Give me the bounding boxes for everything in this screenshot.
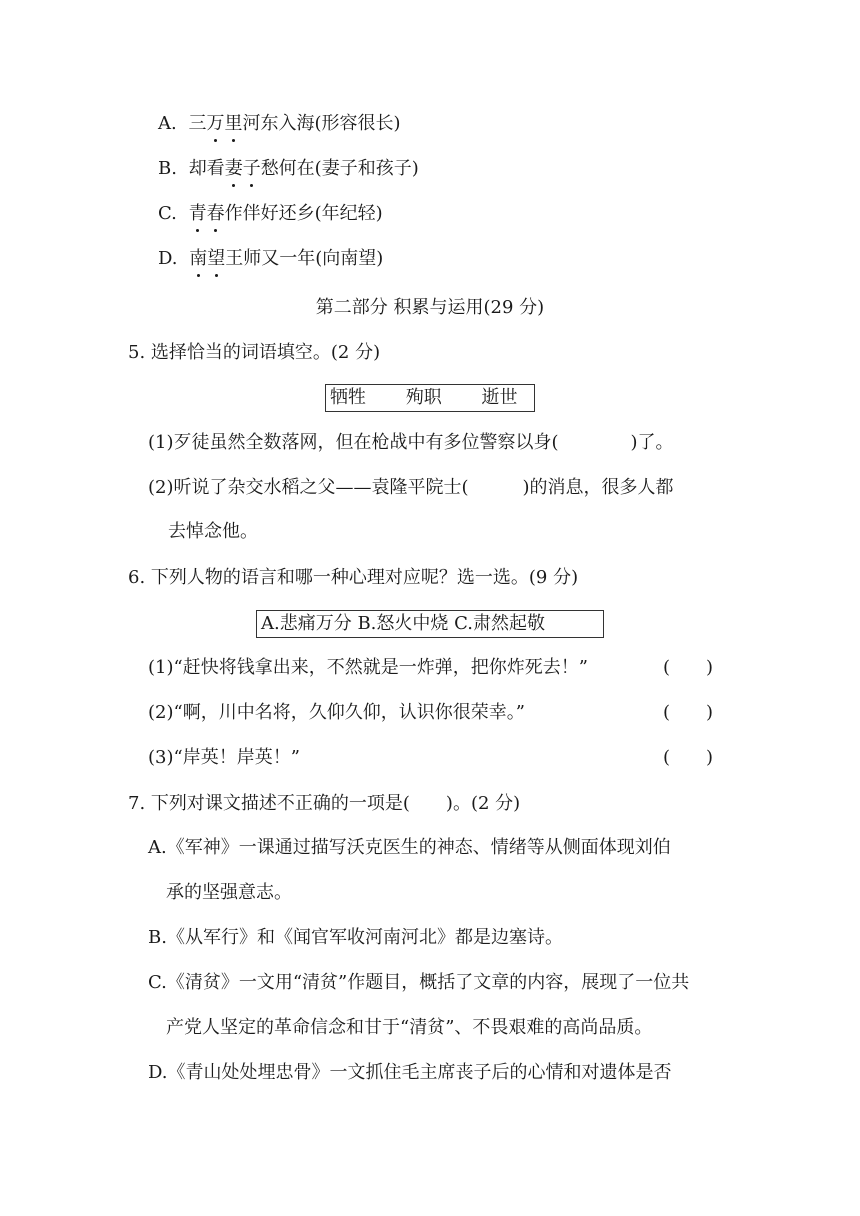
answer-blank[interactable]: ( ) [663,657,714,678]
dotted-char: 子 [242,158,261,179]
option-text: 作伴好还乡(年纪轻) [224,203,383,224]
dotted-char: 妻 [224,158,243,179]
dotted-char: 里 [224,113,243,134]
answer-blank[interactable]: ( ) [663,702,714,723]
question-7-option-d[interactable]: D.《青山处处埋忠骨》一文抓住毛主席丧子后的心情和对遗体是否 [148,1062,672,1083]
question-6-item-2: (2)“啊，川中名将，久仰久仰，认识你很荣幸。” [148,702,525,723]
question-6-item-3: (3)“岸英！岸英！” [148,747,300,768]
question-7-option-c-cont: 产党人坚定的革命信念和甘于“清贫”、不畏艰难的高尚品质。 [166,1017,653,1038]
question-7-option-c[interactable]: C.《清贫》一文用“清贫”作题目，概括了文章的内容，展现了一位共 [148,972,690,993]
dotted-char: 春 [206,203,225,224]
question-7-stem: 7. 下列对课文描述不正确的一项是( )。(2 分) [128,793,521,814]
question-6-item-1: (1)“赶快将钱拿出来，不然就是一炸弹，把你炸死去！” [148,657,588,678]
question-7-option-a-cont: 承的坚强意志。 [166,882,292,903]
question-7-option-a[interactable]: A.《军神》一课通过描写沃克医生的神态、情绪等从侧面体现刘伯 [148,837,671,858]
question-5-stem: 5. 选择恰当的词语填空。(2 分) [128,342,381,363]
question-5-item-2: (2)听说了杂交水稻之父——袁隆平院士( )的消息，很多人都 [148,477,674,498]
option-d[interactable] [158,247,383,271]
choice-bank: A.悲痛万分 B.怒火中烧 C.肃然起敬 [256,610,604,638]
option-label: B. [158,158,177,179]
word-bank [325,384,535,412]
option-text: 河东入海(形容很长) [242,113,401,134]
word-bank-item: 牺牲 [330,387,366,408]
section-title: 第二部分 积累与运用(29 分) [315,297,545,318]
dotted-char: 青 [188,203,207,224]
option-label: A. [158,113,177,134]
option-label: C. [158,203,177,224]
question-7-option-b[interactable]: B.《从军行》和《闻官军收河南河北》都是边塞诗。 [148,927,563,948]
question-5-item-2-cont: 去悼念他。 [168,521,258,542]
word-bank-item: 殉职 [405,387,442,408]
dotted-char: 万 [206,113,225,134]
option-a[interactable] [158,112,401,136]
question-5-item-1: (1)歹徒虽然全数落网，但在枪战中有多位警察以身( )了。 [148,432,674,453]
option-text: 却看 [188,158,225,179]
option-b[interactable] [158,157,419,181]
option-text: 三 [188,113,207,134]
option-c[interactable] [158,202,383,226]
dotted-char: 望 [207,248,226,269]
answer-blank[interactable]: ( ) [663,747,714,768]
option-label: D. [158,248,178,269]
question-6-stem: 6. 下列人物的语言和哪一种心理对应呢？选一选。(9 分) [128,567,579,588]
option-text: 王师又一年(向南望) [225,248,384,269]
dotted-char: 南 [189,248,208,269]
option-text: 愁何在(妻子和孩子) [260,158,419,179]
word-bank-item: 逝世 [481,387,518,408]
